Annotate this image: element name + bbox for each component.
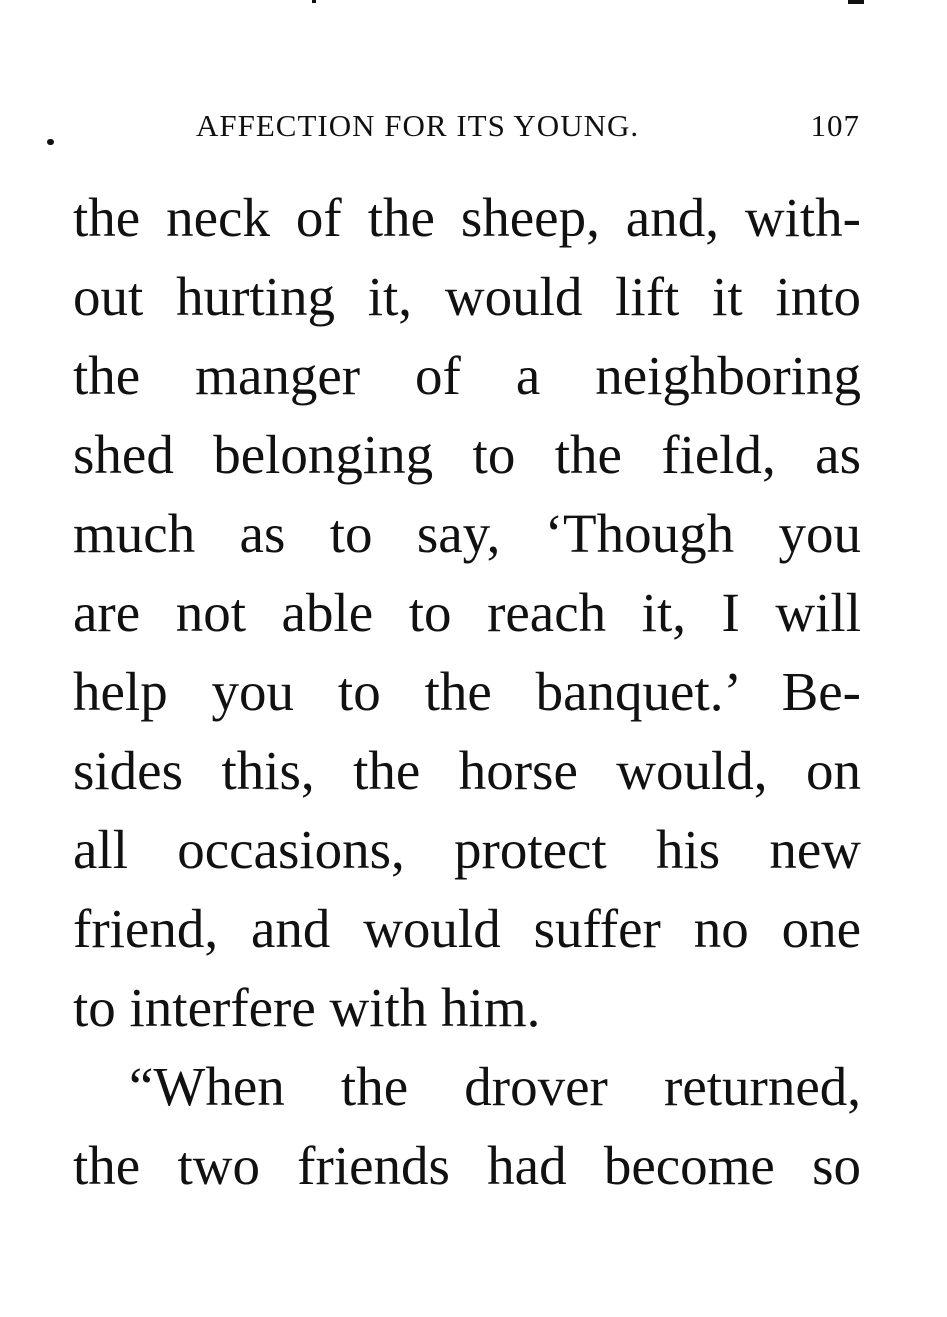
text-line: all occasions, protect his new: [73, 819, 861, 880]
text-line: “When the drover returned,: [129, 1056, 861, 1117]
text-line: the manger of a neighboring: [73, 345, 861, 406]
text-line: the neck of the sheep, and, with-: [73, 187, 861, 248]
running-head: [196, 108, 860, 152]
page-number: 107: [810, 108, 860, 143]
text-line: shed belonging to the field, as: [73, 424, 861, 485]
text-line: friend, and would suffer no one: [73, 898, 861, 959]
running-title: AFFECTION FOR ITS YOUNG.: [196, 108, 640, 143]
text-line: to interfere with him.: [73, 977, 541, 1038]
text-line: sides this, the horse would, on: [73, 740, 861, 801]
print-speck: [47, 139, 54, 145]
print-speck: [848, 0, 864, 4]
text-line: much as to say, ‘Though you: [73, 503, 861, 564]
text-line: out hurting it, would lift it into: [73, 266, 861, 327]
body-text: [73, 178, 861, 1205]
text-line: help you to the banquet.’ Be-: [73, 661, 861, 722]
print-speck: [312, 0, 316, 3]
text-line: are not able to reach it, I will: [73, 582, 861, 643]
text-line: the two friends had become so: [73, 1135, 861, 1196]
